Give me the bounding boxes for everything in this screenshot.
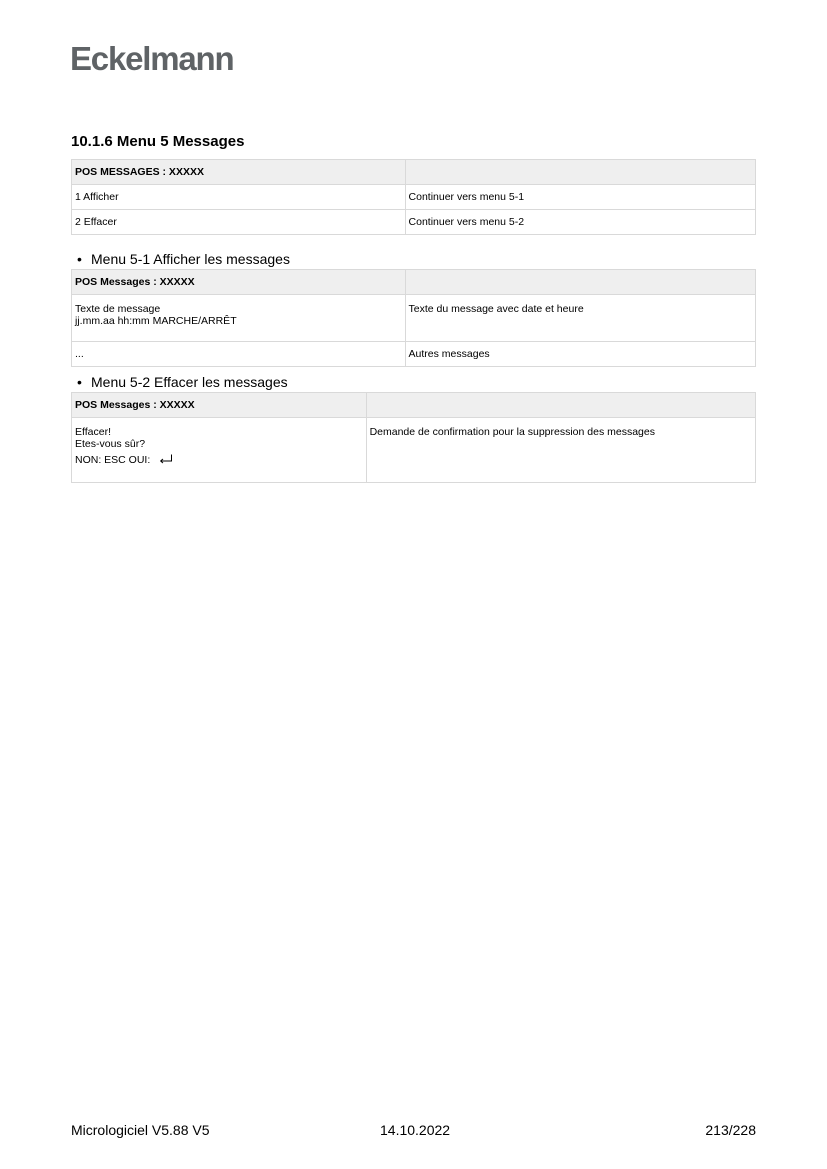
cell-line: jj.mm.aa hh:mm MARCHE/ARRÊT (75, 315, 237, 327)
table-header-cell (405, 270, 755, 295)
cell-line: Effacer! (75, 426, 111, 438)
table-header-cell (366, 393, 755, 418)
messages-menu-table (71, 159, 756, 235)
cell-line-text: NON: ESC OUI: (75, 454, 151, 466)
bullet: • (77, 251, 82, 267)
delete-messages-table (71, 392, 756, 483)
table-row (72, 210, 756, 235)
table-cell (72, 418, 367, 483)
table-cell: Texte du message avec date et heure (405, 295, 755, 342)
footer-date: 14.10.2022 (380, 1122, 451, 1138)
section-title: 10.1.6 Menu 5 Messages (71, 133, 245, 150)
table-cell: Demande de confirmation pour la suppression des messages (366, 418, 755, 483)
table-cell: Continuer vers menu 5-1 (405, 185, 755, 210)
cell-line-with-icon (75, 454, 363, 466)
table-cell: Autres messages (405, 342, 755, 367)
table-cell: ... (72, 342, 406, 367)
bullet: • (77, 374, 82, 390)
footer-page-number: 213/228 (705, 1122, 756, 1138)
footer-firmware: Micrologiciel V5.88 V5 (71, 1122, 210, 1138)
table-header-row (72, 160, 756, 185)
table-cell: 1 Afficher (72, 185, 406, 210)
table-row (72, 185, 756, 210)
table-header-cell: POS Messages : XXXXX (72, 393, 367, 418)
enter-key-icon (159, 454, 173, 464)
table-header-cell (405, 160, 755, 185)
cell-line: Etes-vous sûr? (75, 438, 146, 450)
cell-line: Texte de message (75, 303, 161, 315)
table-header-cell: POS Messages : XXXXX (72, 270, 406, 295)
subsection-title-text: Menu 5-2 Effacer les messages (91, 374, 288, 390)
table-row (72, 342, 756, 367)
table-cell: 2 Effacer (72, 210, 406, 235)
subsection-title-text: Menu 5-1 Afficher les messages (91, 251, 290, 267)
subsection-title-display (77, 251, 290, 267)
table-header-cell: POS MESSAGES : XXXXX (72, 160, 406, 185)
table-cell (72, 295, 406, 342)
table-row (72, 295, 756, 342)
table-row (72, 418, 756, 483)
table-header-row (72, 270, 756, 295)
table-header-row (72, 393, 756, 418)
company-logo: Eckelmann (70, 40, 234, 77)
display-messages-table (71, 269, 756, 367)
table-cell: Continuer vers menu 5-2 (405, 210, 755, 235)
subsection-title-delete (77, 374, 288, 390)
